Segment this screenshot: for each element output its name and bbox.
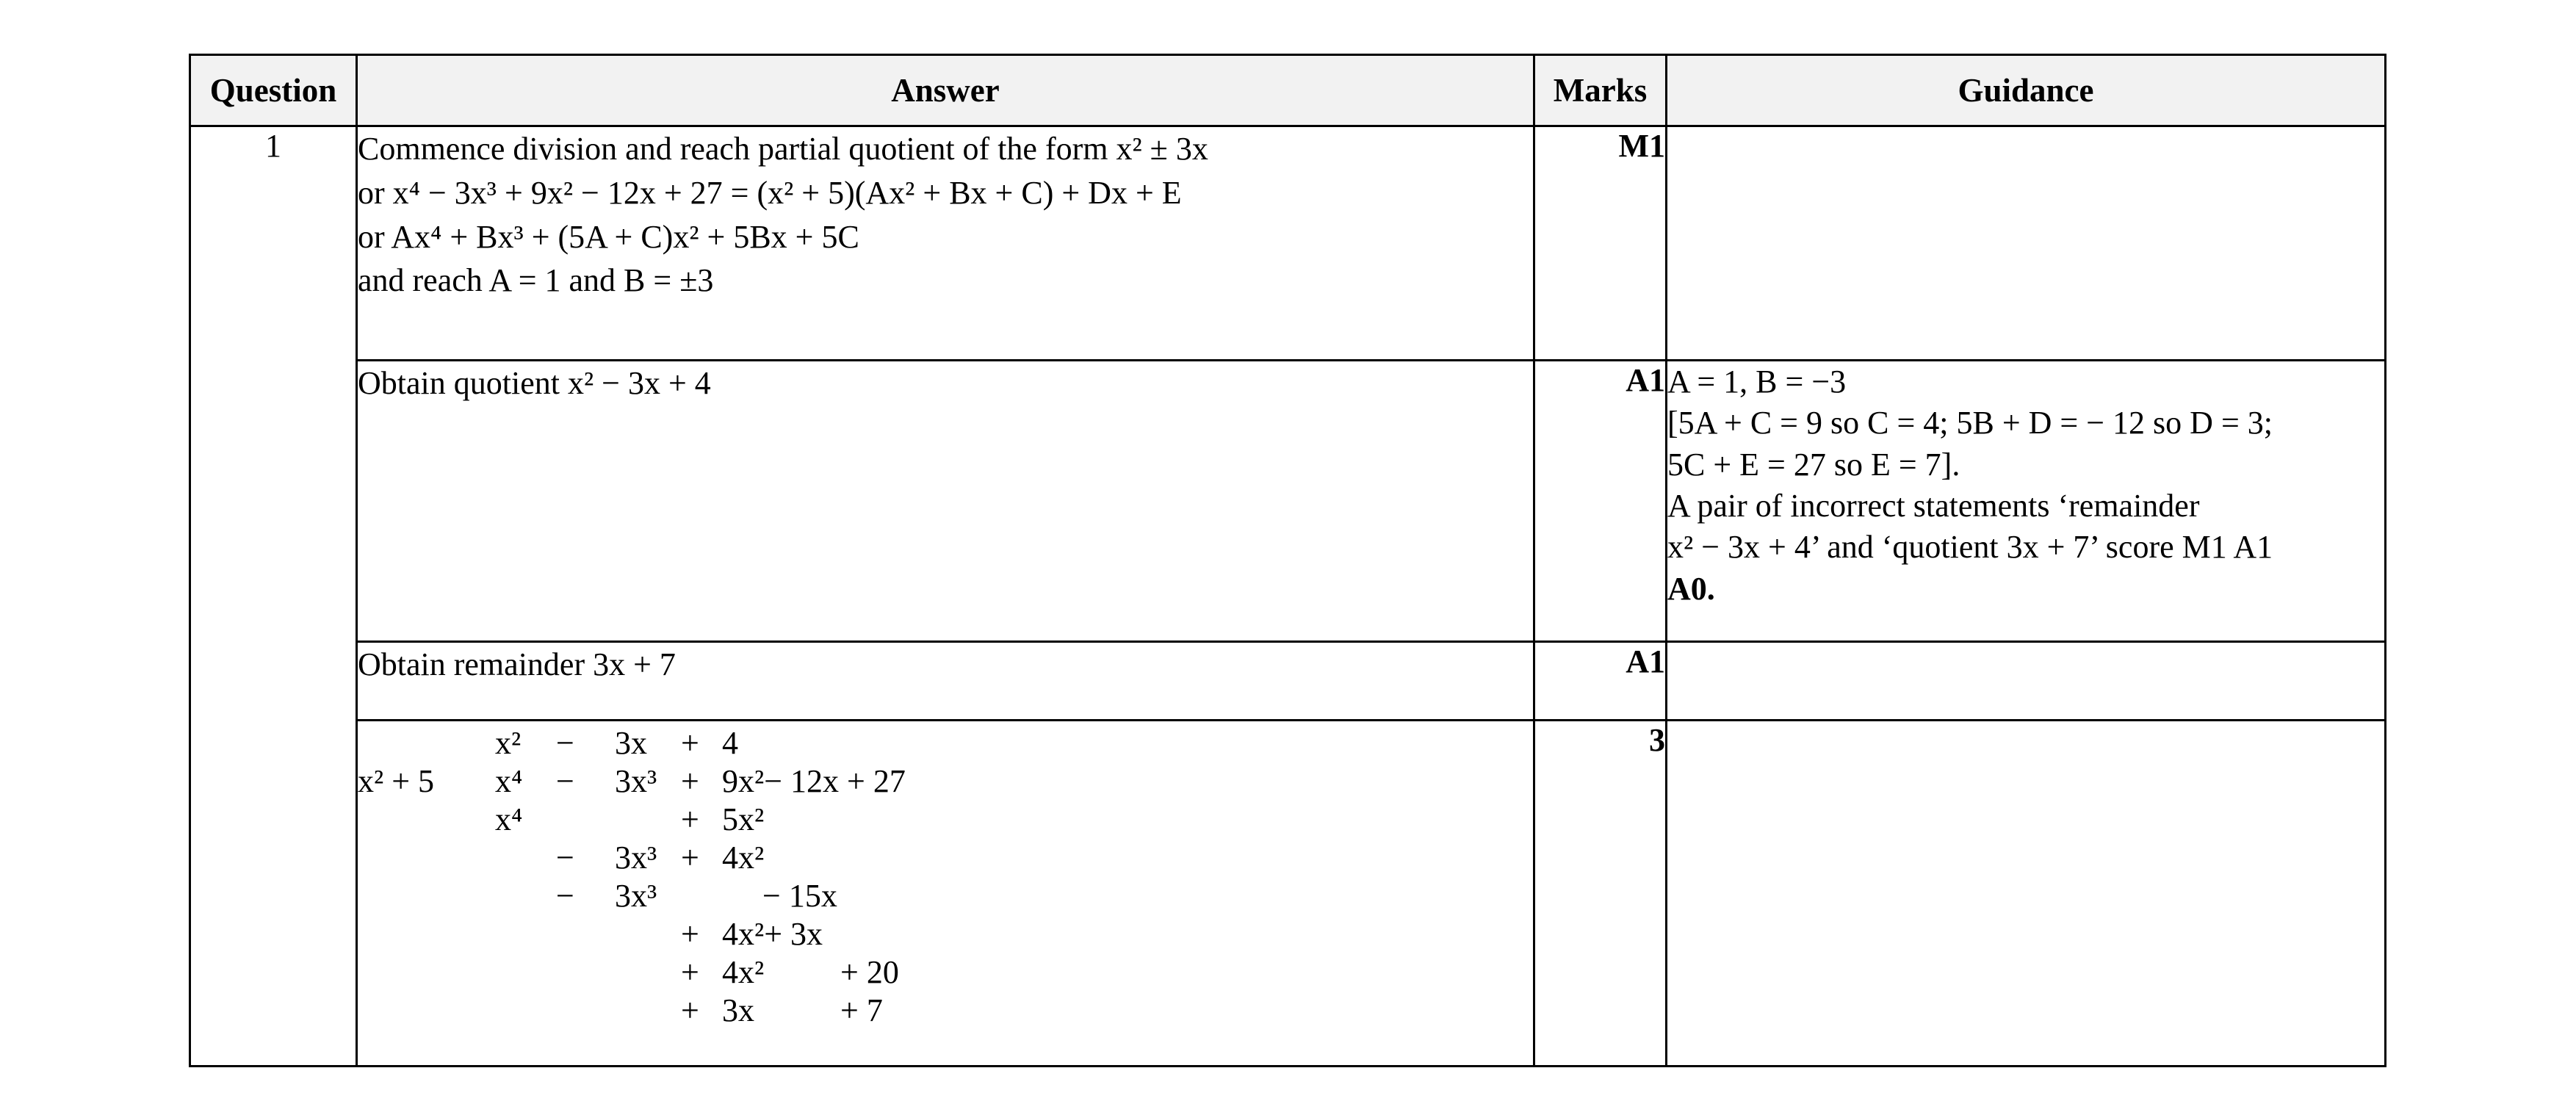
mark-scheme-table (189, 54, 2386, 1067)
mark-cell: M1 (1534, 126, 1667, 361)
dividend-term: x⁴ (495, 763, 523, 799)
long-division (358, 721, 1533, 1044)
working-term: 4x²+ 3x (722, 916, 823, 952)
working-term: + (681, 954, 699, 990)
working-term: 3x³ (615, 878, 657, 914)
guidance-cell (1667, 642, 2386, 721)
answer-cell (357, 642, 1534, 721)
quotient-term: 4 (722, 725, 738, 761)
answer-line: Obtain quotient x² − 3x + 4 (358, 365, 711, 401)
quotient-term: 3x (615, 725, 647, 761)
working-term: + 7 (840, 992, 883, 1028)
answer-line: or x⁴ − 3x³ + 9x² − 12x + 27 = (x² + 5)(Ax² + Bx + C) + Dx + E (358, 174, 1182, 211)
answer-line: Obtain remainder 3x + 7 (358, 646, 676, 682)
working-term: + (681, 992, 699, 1028)
header-marks: Marks (1534, 55, 1667, 126)
working-term: + (681, 916, 699, 952)
guidance-line: x² − 3x + 4’ and ‘quotient 3x + 7’ score M1 A1 (1667, 529, 2273, 566)
header-guidance: Guidance (1667, 55, 2386, 126)
mark-cell: A1 (1534, 642, 1667, 721)
guidance-line: A = 1, B = −3 (1667, 364, 1847, 400)
working-term: 5x² (722, 801, 765, 837)
guidance-line: [5A + C = 9 so C = 4; 5B + D = − 12 so D = 3; (1667, 405, 2273, 441)
header-row (190, 55, 2386, 126)
guidance-line: 5C + E = 27 so E = 7]. (1667, 446, 1960, 483)
answer-line: or Ax⁴ + Bx³ + (5A + C)x² + 5Bx + 5C (358, 218, 859, 255)
working-term: + (681, 801, 699, 837)
header-answer: Answer (357, 55, 1534, 126)
guidance-cell (1667, 361, 2386, 642)
dividend-term: + (681, 763, 699, 799)
dividend-term: − (556, 763, 574, 799)
mark-cell: 3 (1534, 721, 1667, 1067)
working-term: − (556, 840, 574, 876)
quotient-term: x² (495, 725, 522, 761)
question-number: 1 (190, 126, 357, 1067)
guidance-cell (1667, 126, 2386, 361)
working-term: 4x² (722, 840, 765, 876)
working-term: x⁴ (495, 801, 523, 837)
table-row (190, 126, 2386, 361)
answer-cell (357, 721, 1534, 1067)
dividend-term: 3x³ (615, 763, 657, 799)
guidance-line: A0. (1667, 570, 1715, 607)
header-question: Question (190, 55, 357, 126)
answer-line: and reach A = 1 and B = ±3 (358, 262, 714, 299)
working-term: − 15x (762, 878, 837, 914)
working-term: + 20 (840, 954, 899, 990)
divisor: x² + 5 (358, 763, 435, 799)
mark-cell: A1 (1534, 361, 1667, 642)
table-row (190, 721, 2386, 1067)
table-row (190, 361, 2386, 642)
quotient-term: − (556, 725, 574, 761)
guidance-cell (1667, 721, 2386, 1067)
answer-cell (357, 361, 1534, 642)
answer-line: Commence division and reach partial quotient of the form x² ± 3x (358, 131, 1208, 167)
guidance-line: A pair of incorrect statements ‘remainder (1667, 487, 2200, 524)
dividend-term: 9x²− 12x + 27 (722, 763, 906, 799)
working-term: 4x² (722, 954, 765, 990)
working-term: 3x³ (615, 840, 657, 876)
quotient-term: + (681, 725, 699, 761)
answer-cell (357, 126, 1534, 361)
working-term: 3x (722, 992, 754, 1028)
table-row (190, 642, 2386, 721)
working-term: + (681, 840, 699, 876)
working-term: − (556, 878, 574, 914)
